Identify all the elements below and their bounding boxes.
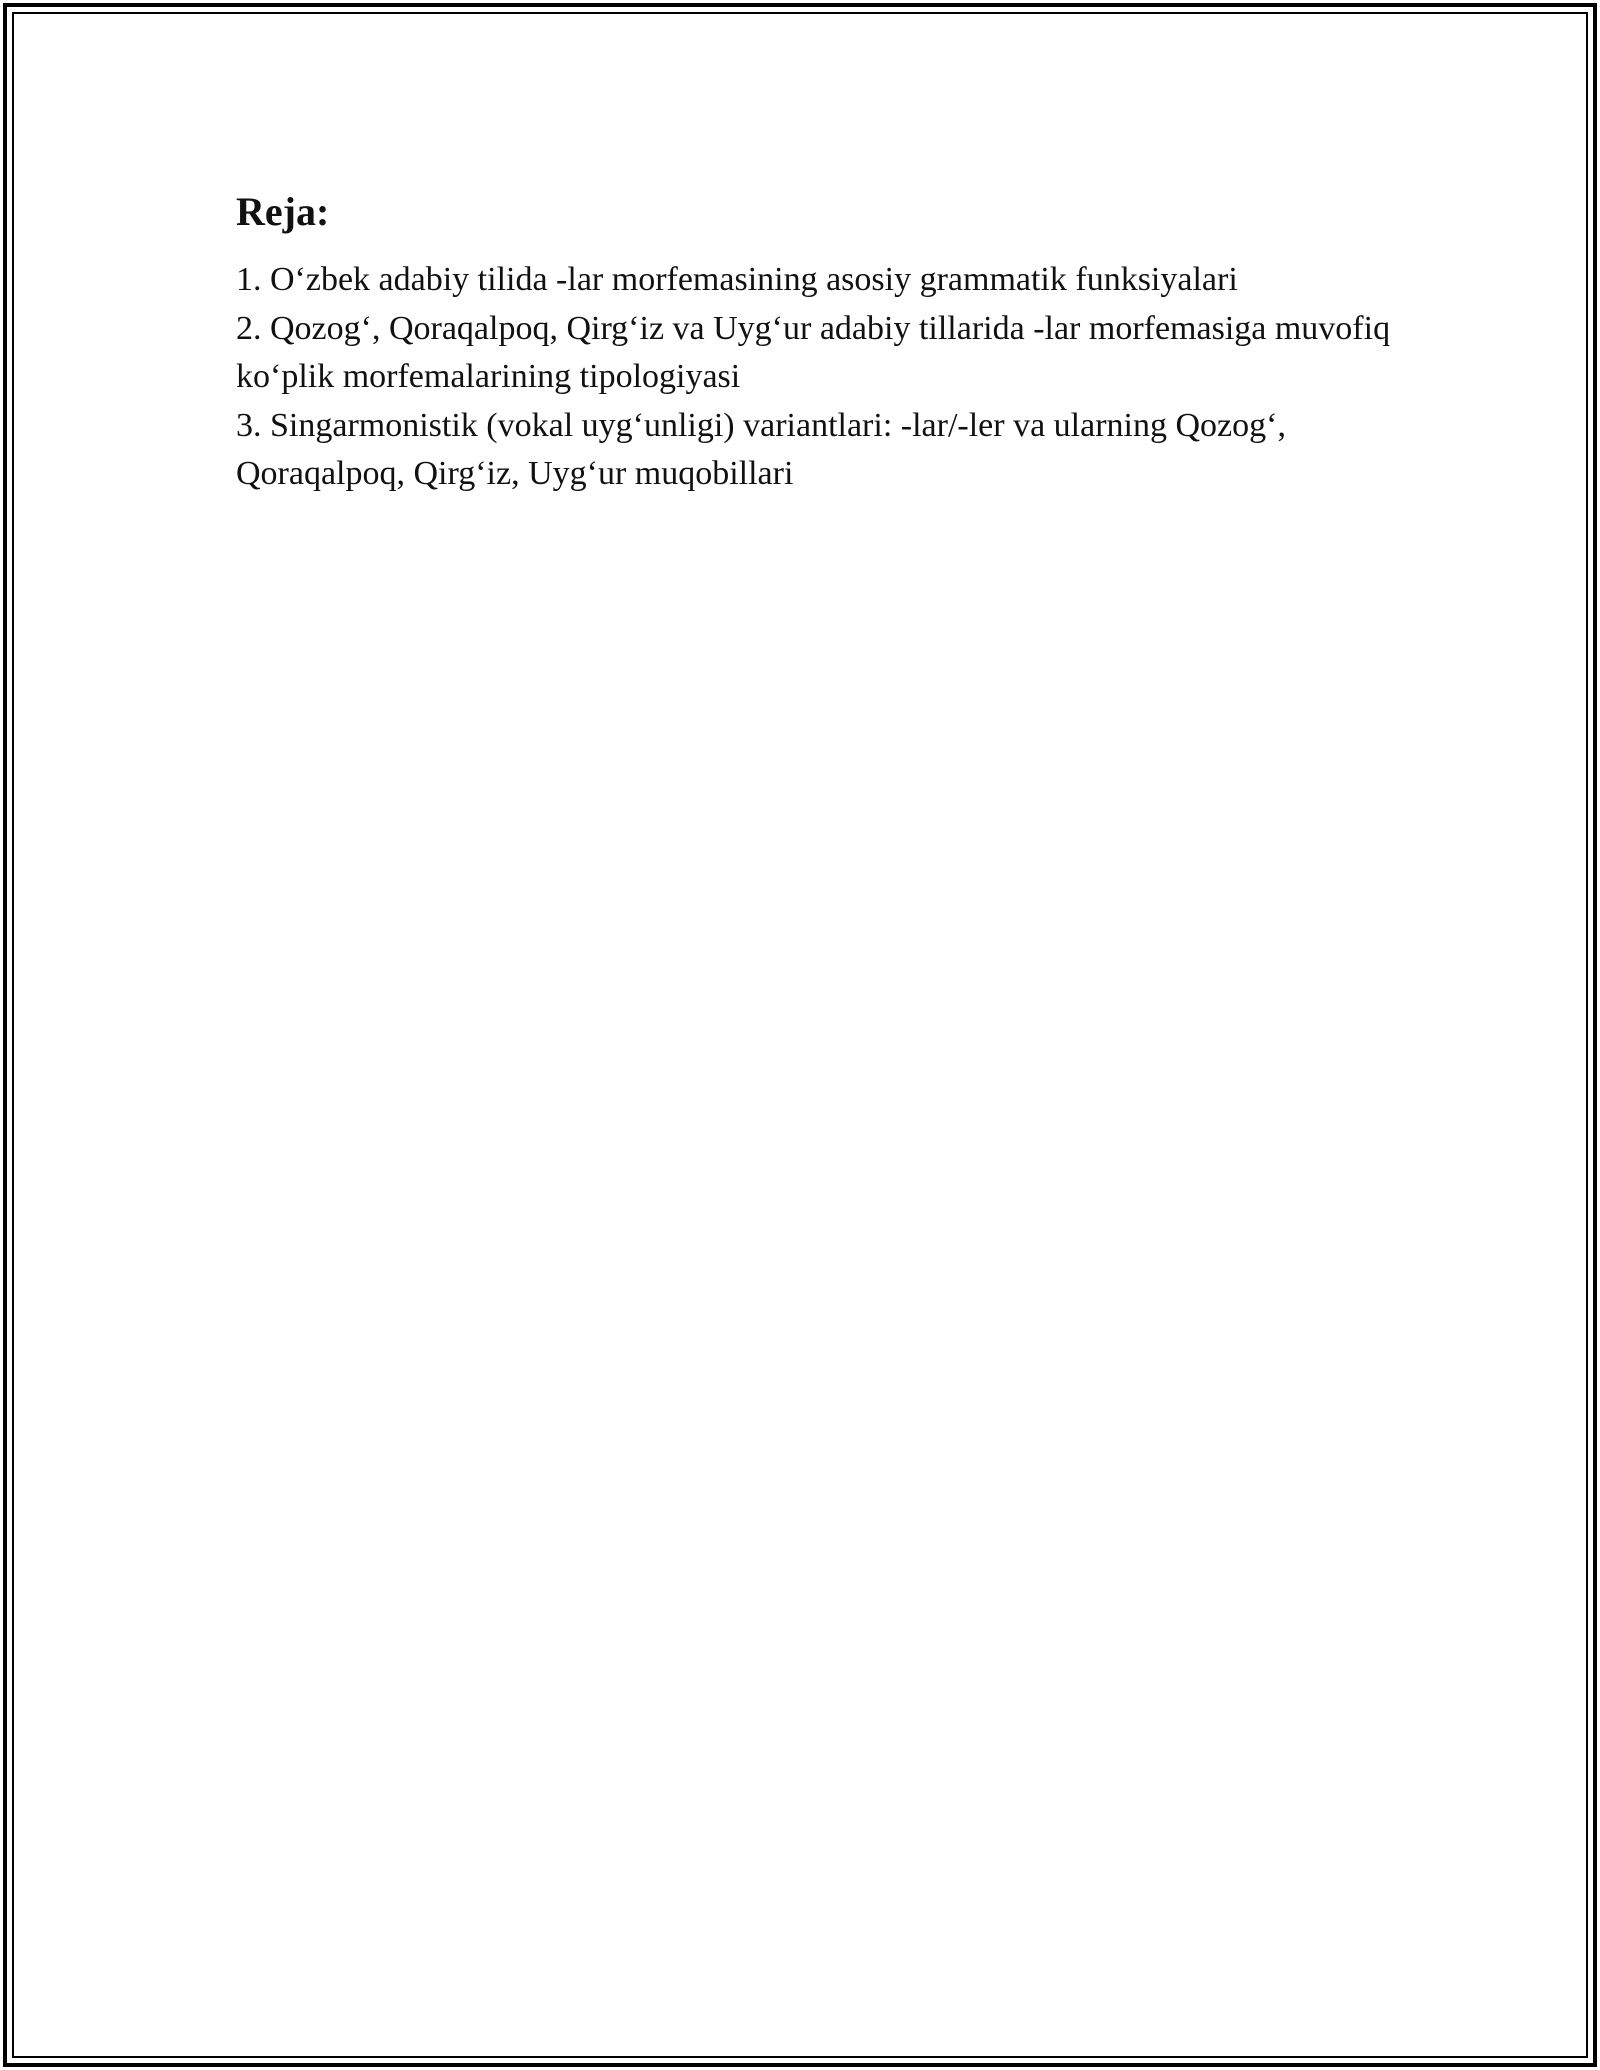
plan-item-1: 1. O‘zbek adabiy tilida -lar morfemasining asosiy grammatik funksiyalari: [236, 261, 1238, 298]
plan-list: [236, 256, 1436, 499]
plan-heading: Reja:: [236, 189, 330, 234]
plan-item-2: 2. Qozog‘, Qoraqalpoq, Qirg‘iz va Uyg‘ur adabiy tillarida -lar morfemasiga muvofiq ko‘plik morfemalarining tipologiyasi: [236, 309, 1391, 395]
plan-item-3: 3. Singarmonistik (vokal uyg‘unligi) variantlari: -lar/-ler va ularning Qozog‘, Qoraqalpoq, Qirg‘iz, Uyg‘ur muqobillari: [236, 406, 1286, 492]
page-content: [236, 186, 1436, 499]
